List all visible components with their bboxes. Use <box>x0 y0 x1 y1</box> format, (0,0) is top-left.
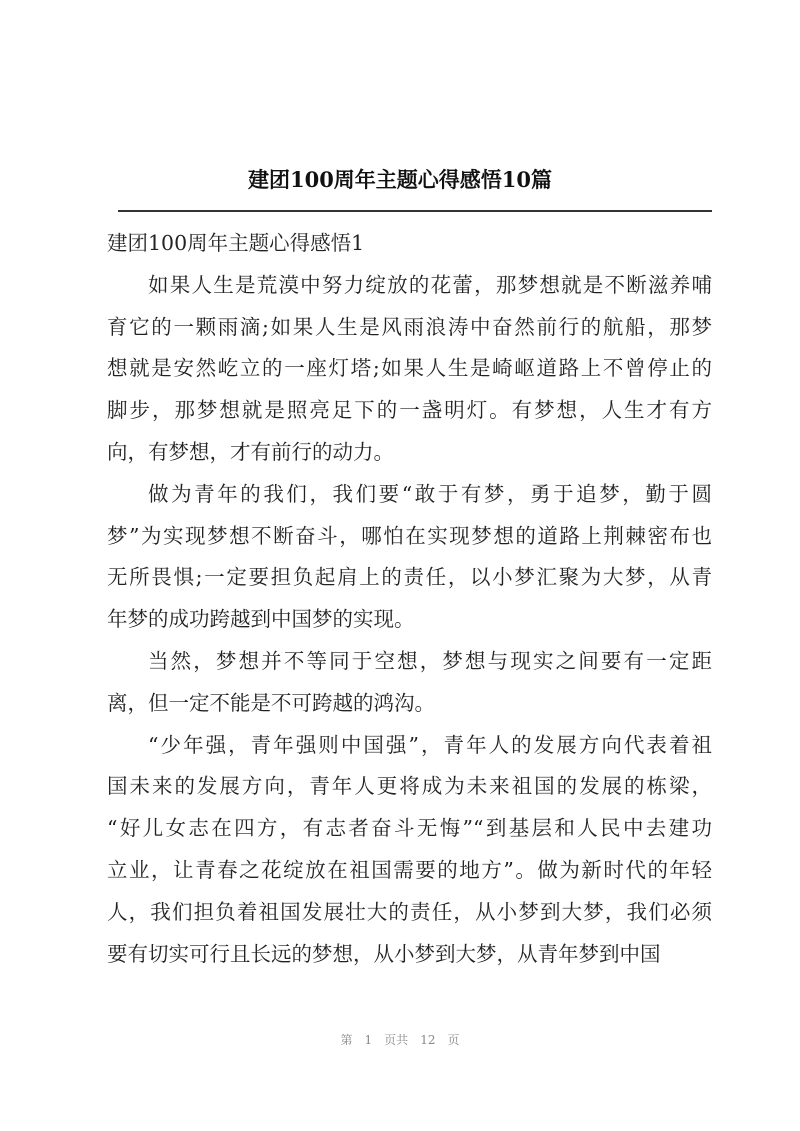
paragraph <box>107 265 712 474</box>
footer-suffix: 页 <box>447 1033 460 1047</box>
text-line: “少年强，青年强则中国强”，青年人的发展方向代表着祖 <box>148 732 712 757</box>
page-footer <box>0 1031 800 1048</box>
text-line: 人，我们担负着祖国发展壮大的责任，从小梦到大梦，我们必须 <box>107 899 712 924</box>
text-line: 年梦的成功跨越到中国梦的实现。 <box>107 607 415 632</box>
text-line: 国未来的发展方向，青年人更将成为未来祖国的发展的栋梁， <box>107 774 712 799</box>
document-title: 建团100周年主题心得感悟10篇 <box>247 167 553 192</box>
section-heading: 建团100周年主题心得感悟1 <box>107 231 365 255</box>
text-line: 脚步，那梦想就是照亮足下的一盏明灯。有梦想，人生才有方 <box>107 398 712 423</box>
paragraph <box>107 641 712 725</box>
text-line: 做为青年的我们，我们要“敢于有梦，勇于追梦，勤于圆 <box>148 481 712 506</box>
document-body <box>107 223 712 975</box>
text-line: 向，有梦想，才有前行的动力。 <box>107 439 394 464</box>
text-line: 立业，让青春之花绽放在祖国需要的地方”。做为新时代的年轻 <box>107 857 712 882</box>
title-divider <box>118 210 712 212</box>
page-total: 12 <box>420 1033 436 1047</box>
paragraph <box>107 725 712 976</box>
paragraph <box>107 474 712 641</box>
text-line: “好儿女志在四方，有志者奋斗无悔”“到基层和人民中去建功 <box>107 816 712 841</box>
text-line: 育它的一颗雨滴;如果人生是风雨浪涛中奋然前行的航船，那梦 <box>107 314 712 339</box>
footer-mid: 页共 <box>384 1033 409 1047</box>
text-line: 梦”为实现梦想不断奋斗，哪怕在实现梦想的道路上荆棘密布也 <box>107 523 712 548</box>
text-line: 无所畏惧;一定要担负起肩上的责任，以小梦汇聚为大梦，从青 <box>107 565 712 590</box>
text-line: 离，但一定不能是不可跨越的鸿沟。 <box>107 690 435 715</box>
text-line: 当然，梦想并不等同于空想，梦想与现实之间要有一定距 <box>148 648 712 673</box>
text-line: 要有切实可行且长远的梦想，从小梦到大梦，从青年梦到中国 <box>107 941 661 966</box>
paragraphs <box>107 265 712 976</box>
text-line: 想就是安然屹立的一座灯塔;如果人生是崎岖道路上不曾停止的 <box>107 356 712 381</box>
text-line: 如果人生是荒漠中努力绽放的花蕾，那梦想就是不断滋养哺 <box>148 272 712 297</box>
page-number: 1 <box>364 1033 373 1047</box>
footer-prefix: 第 <box>340 1033 353 1047</box>
